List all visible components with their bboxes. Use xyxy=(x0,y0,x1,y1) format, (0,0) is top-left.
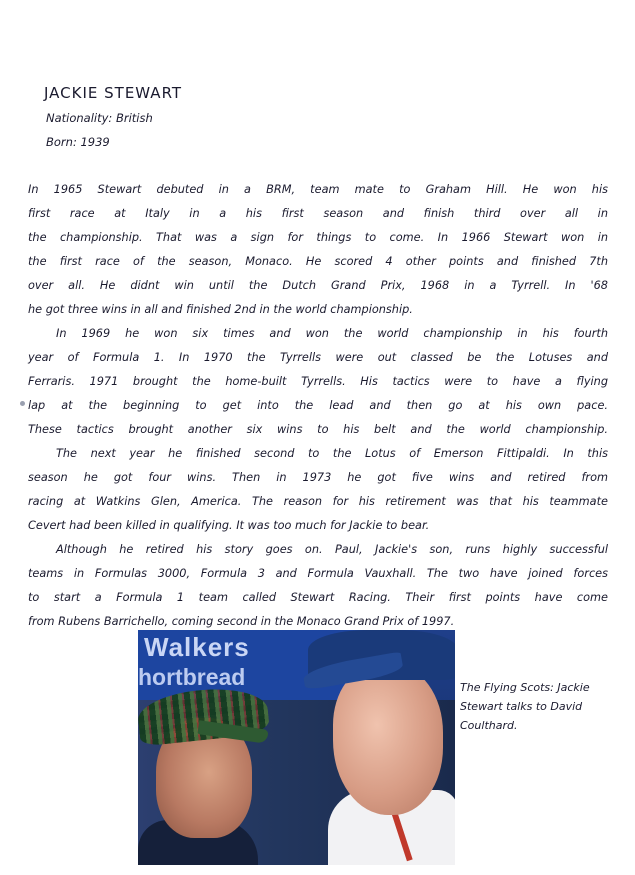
banner-text: Walkers xyxy=(144,632,250,662)
younger-man-face xyxy=(333,665,443,815)
text-line: Although he retired his story goes on. Paul, Jackie's son, runs highly successful xyxy=(56,543,608,556)
text-line: first race at Italy in a his first season and finish third over all in xyxy=(28,207,608,220)
photo-caption xyxy=(460,678,610,735)
text-line: lap at the beginning to get into the lead and then go at his own pace. xyxy=(28,399,608,412)
text-line: the first race of the season, Monaco. He scored 4 other points and finished 7th xyxy=(28,255,608,268)
born-line: Born: 1939 xyxy=(46,135,110,149)
text-line: he got three wins in all and finished 2nd in the world championship. xyxy=(28,303,413,316)
caption-line: Stewart talks to David xyxy=(460,700,583,713)
text-line: teams in Formulas 3000, Formula 3 and Formula Vauxhall. The two have joined forces xyxy=(28,567,608,580)
ink-mark xyxy=(20,401,25,406)
page-title: JACKIE STEWART xyxy=(44,84,183,102)
text-line: from Rubens Barrichello, coming second in the Monaco Grand Prix of 1997. xyxy=(28,615,455,628)
text-line: to start a Formula 1 team called Stewart Racing. Their first points have come xyxy=(28,591,608,604)
text-line: These tactics brought another six wins to his belt and the world championship. xyxy=(28,423,608,436)
biography-text xyxy=(28,178,608,634)
text-line: year of Formula 1. In 1970 the Tyrrells were out classed be the Lotuses and xyxy=(28,351,608,364)
stewart-coulthard-photo xyxy=(138,630,455,865)
text-line: racing at Watkins Glen, America. The reason for his retirement was that his teammate xyxy=(28,495,608,508)
text-line: Ferraris. 1971 brought the home-built Tyrrells. His tactics were to have a flying xyxy=(28,375,608,388)
text-line: In 1969 he won six times and won the world championship in his fourth xyxy=(56,327,608,340)
text-line: The next year he finished second to the Lotus of Emerson Fittipaldi. In this xyxy=(56,447,608,460)
caption-line: The Flying Scots: Jackie xyxy=(460,681,590,694)
text-line: Cevert had been killed in qualifying. It was too much for Jackie to bear. xyxy=(28,519,430,532)
caption-line: Coulthard. xyxy=(460,719,518,732)
text-line: season he got four wins. Then in 1973 he got five wins and retired from xyxy=(28,471,608,484)
nationality-line: Nationality: British xyxy=(46,111,153,125)
banner-text: hortbread xyxy=(138,664,246,690)
text-line: In 1965 Stewart debuted in a BRM, team mate to Graham Hill. He won his xyxy=(28,183,608,196)
text-line: over all. He didnt win until the Dutch Grand Prix, 1968 in a Tyrrell. In '68 xyxy=(28,279,608,292)
text-line: the championship. That was a sign for things to come. In 1966 Stewart won in xyxy=(28,231,608,244)
